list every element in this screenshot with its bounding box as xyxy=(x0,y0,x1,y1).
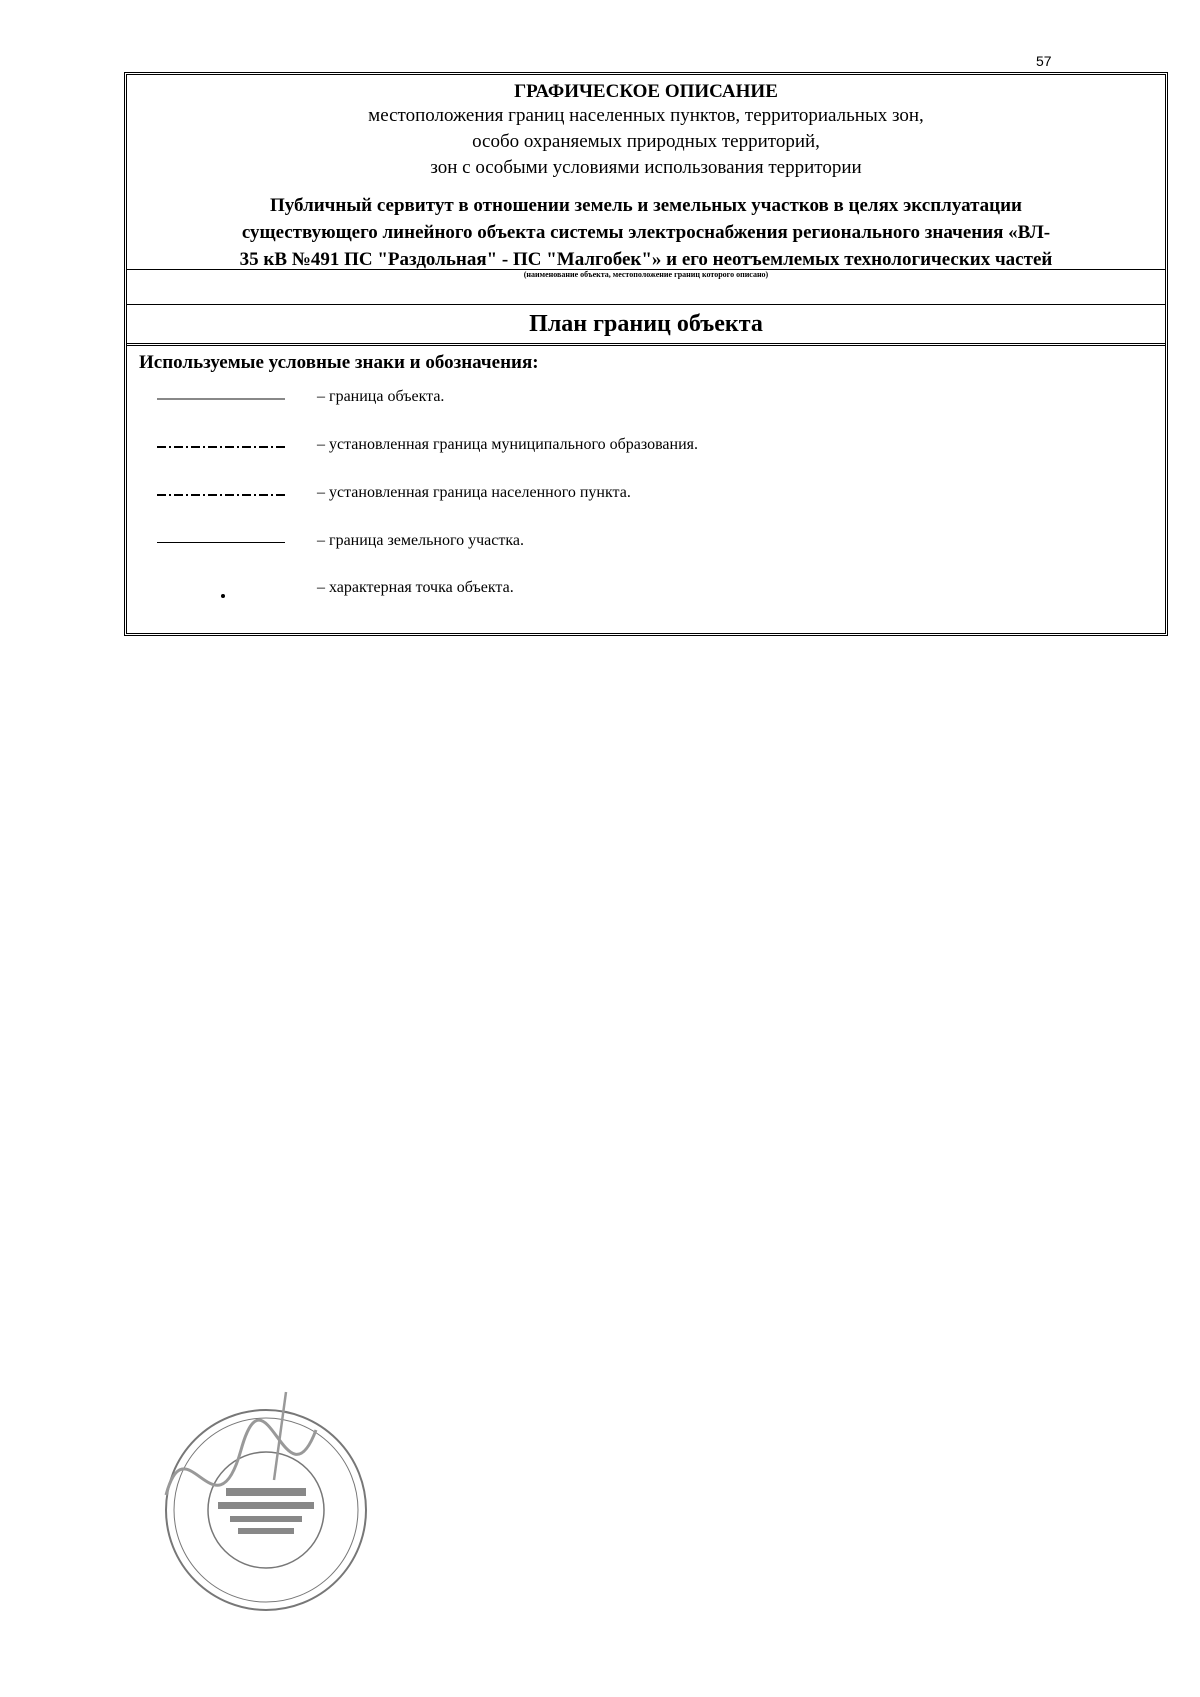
object-name-line: Публичный сервитут в отношении земель и земельных участков в целях эксплуатации xyxy=(270,195,1022,216)
object-name xyxy=(127,192,1165,273)
legend-item xyxy=(127,433,1165,457)
page-number: 57 xyxy=(1036,53,1052,69)
legend-label: – характерная точка объекта. xyxy=(317,579,514,596)
seal-stamp-icon xyxy=(146,1390,386,1630)
subtitle-line: местоположения границ населенных пунктов, территориальных зон, xyxy=(368,105,924,126)
object-name-line: 35 кВ №491 ПС "Раздольная" - ПС "Малгобек"» и его неотъемлемых технологических частей xyxy=(239,249,1053,270)
legend-item xyxy=(127,576,1165,600)
legend-label: – установленная граница населенного пункта. xyxy=(317,484,631,501)
legend-item xyxy=(127,481,1165,505)
land-plot-boundary-symbol xyxy=(157,542,285,543)
object-name-line: существующего линейного объекта системы электроснабжения регионального значения «ВЛ- xyxy=(241,222,1051,243)
object-name-caption: (наименование объекта, местоположение границ которого описано) xyxy=(523,270,769,279)
legend-label: – установленная граница муниципального образования. xyxy=(317,436,699,453)
legend-heading: Используемые условные знаки и обозначения: xyxy=(139,352,539,373)
subtitle-line: особо охраняемых природных территорий, xyxy=(472,131,820,152)
settlement-boundary-symbol xyxy=(157,494,285,496)
legend-label: – граница земельного участка. xyxy=(317,532,524,549)
subtitle-line: зон с особыми условиями использования территории xyxy=(430,157,862,178)
legend-item xyxy=(127,529,1165,553)
document-frame xyxy=(124,72,1168,636)
legend-label: – граница объекта. xyxy=(317,388,445,405)
legend-item xyxy=(127,385,1165,409)
legend xyxy=(127,343,1165,633)
divider xyxy=(127,304,1165,305)
document-header xyxy=(127,75,1165,271)
document-title: ГРАФИЧЕСКОЕ ОПИСАНИЕ xyxy=(514,81,778,102)
object-boundary-symbol xyxy=(157,398,285,400)
plan-title: План границ объекта xyxy=(529,311,763,337)
characteristic-point-symbol xyxy=(221,594,225,598)
municipal-boundary-symbol xyxy=(157,446,285,448)
